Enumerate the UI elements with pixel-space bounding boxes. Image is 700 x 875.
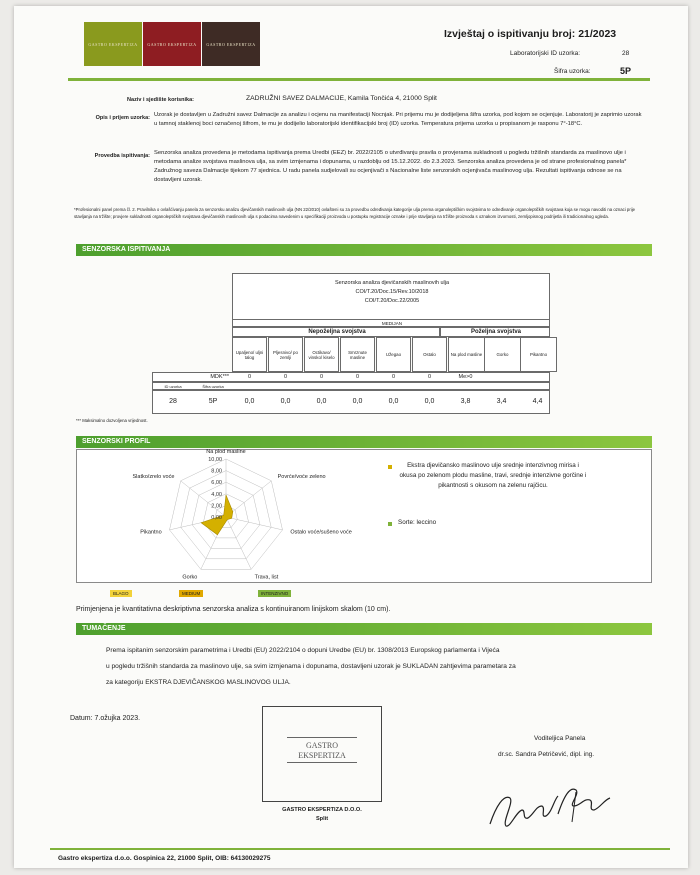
tag-blago: BLAGO [110, 590, 132, 597]
radar-category-label: Povrće/voće zeleno [277, 473, 326, 480]
column-header-label: Pikantno [529, 352, 548, 358]
interp-line-1: Prema ispitanim senzorskim parametrima i Uredbi (EU) 2022/2104 o dopuni Uredbe (EU) br. 1308/2013 Europskog parlamenta i Vijeća [106, 647, 500, 654]
mdk-label: MDK*** [210, 373, 229, 380]
radar-category-label: Pikantno [140, 529, 162, 536]
interp-line-3: za kategoriju EKSTRA DJEVIČANSKOG MASLINOVOG ULJA. [106, 679, 291, 686]
variety-swatch [388, 522, 392, 526]
table-value: 3,8 [460, 398, 471, 405]
radar-category-label: Na plod masline [206, 449, 246, 455]
section-sensory: SENZORSKA ISPITIVANJA [76, 244, 652, 256]
testing-label: Provedba ispitivanja: [94, 153, 150, 159]
table-title-3: COI/T.20/Doc.22/2005 [364, 297, 420, 304]
panel-footnote: *Profesionalni panel prema čl. 2. Pravilnika o ovlašćivanju panela za senzorsku analizu djevičanskih maslinovih ulja (NN 22/2010) ovlašteni su za provedbu određivanja kategorije ulja prema organoleptičkim svojstvima te određivanje organoleptičkih svojstava koja se mogu navoditi na oznaci prije stavljanja na tržište; provjere sukladnosti organoleptičkih svojstava djevičanskih maslinovih ulja s podacima navedenim u specifikaciji proizvoda u postupku registracije oznake i prije stavljanja na tržište proizvoda s oznakom izvornosti, zemljopisnog podrijetla ili tradicionalnog ugleda. [74, 207, 636, 219]
table-value: 3,4 [496, 398, 507, 405]
code-value: 5P [208, 398, 218, 405]
interp-line-2: u pogledu tržišnih standarda za maslinovo ulje, sa svim izmjenama i dopunama, dostavljeni uzorak je SUKLADAN zahtjevima parametara za [106, 663, 516, 670]
code-label: Šifra uzorka [202, 383, 224, 389]
logo-red: GASTRO EKSPERTIZA [143, 22, 201, 66]
logo-brown: GASTRO EKSPERTIZA [202, 22, 260, 66]
stamp-name: GASTRO EKSPERTIZA D.O.O. [282, 807, 362, 813]
tag-medium: MEDIUM [179, 590, 203, 597]
legend-swatch [388, 465, 392, 469]
footer-rule [50, 848, 670, 850]
radar-tick-label: 2,00 [211, 503, 222, 510]
radar-tick-label: 4,00 [211, 491, 222, 498]
table-title-1: Senzorska analiza djevičanskih maslinovih ulja [334, 279, 450, 286]
id-row [152, 382, 550, 390]
mdk-value: 0 [355, 374, 360, 380]
column-header-7 [484, 337, 521, 372]
stamp-logo: GASTRO EKSPERTIZA [287, 737, 357, 763]
signer-title: Voditeljica Panela [534, 735, 586, 742]
column-header-label: Gorko [496, 352, 509, 358]
company-stamp [262, 706, 382, 802]
table-value: 0,0 [280, 398, 291, 405]
column-header-0 [232, 337, 267, 372]
footer-text: Gastro ekspertiza d.o.o. Gospinica 22, 21000 Split, OIB: 64130029275 [58, 855, 271, 862]
mdk-value: 0 [319, 374, 324, 380]
mdk-value: 0 [247, 374, 252, 380]
column-header-4 [376, 337, 411, 372]
column-header-3 [340, 337, 375, 372]
header-rule [68, 78, 650, 81]
section-interp: TUMAČENJE [76, 623, 652, 635]
id-value: 28 [169, 398, 177, 405]
reception-label: Opis i prijem uzorka: [95, 115, 150, 121]
report-page [14, 6, 688, 868]
lab-id-value: 28 [622, 50, 630, 57]
legend-text: Ekstra djevičansko maslinovo ulje srednje intenzivnog mirisa i okusa po zelenom plodu masline, travi, srednje intenzivne gorčine i pikantnosti s okusom na zelenu rajčicu. [399, 462, 587, 489]
table-value: 0,0 [316, 398, 327, 405]
radar-tick-label: 8,00 [211, 468, 222, 475]
lab-id-label: Laboratorijski ID uzorka: [510, 50, 581, 57]
table-value: 0,0 [352, 398, 363, 405]
column-header-label: Octikavo/ vinsko/ kiselo [308, 349, 335, 360]
mdk-value: 0 [391, 374, 396, 380]
column-header-8 [520, 337, 557, 372]
handwritten-signature [476, 776, 626, 836]
reception-text: Uzorak je dostavljen u Zadružni savez Dalmacije za analizu i ocjenu na manifestaciji Nocnjak. Pri prijemu mu je dodijeljena šifra uzorka, pod kojom se ocjenjuje. Laboratorij je zaprimio uzorak u tamnoj staklenoj boci označenoj šifrom, te mu je dodijelio laboratorijski identifikacijski broj (ID) uzorka. Temperatura prijema uzorka u propisanom je rasponu 7°-18°C. [154, 112, 642, 127]
report-title: Izvještaj o ispitivanju broj: 21/2023 [444, 28, 617, 40]
radar-category-label: Gorko [182, 574, 198, 581]
sample-code-label: Šifra uzorka: [554, 68, 591, 75]
radar-axis [226, 517, 251, 569]
column-header-label: Smrznute masline [348, 349, 367, 360]
client-label: Naziv i sjedište korisnika: [127, 97, 194, 103]
column-header-6 [448, 337, 485, 372]
radar-category-label: Slatko/zrelo voće [132, 473, 175, 480]
table-value: 0,0 [424, 398, 435, 405]
mdk-value: 0 [427, 374, 432, 380]
column-header-label: Upaljeno/ uljni talog [235, 349, 264, 360]
median-label: MEDIJAN [381, 320, 403, 326]
neg-group-header [232, 327, 440, 337]
id-label: ID uzorka [164, 383, 182, 389]
sample-code-value: 5P [620, 66, 632, 76]
table-value: 0,0 [388, 398, 399, 405]
stamp-city: Split [315, 816, 329, 822]
radar-category-label: Ostalo voće/sušeno voće [290, 529, 352, 536]
radar-category-label: Trava, list [254, 574, 279, 581]
pos-group-header [440, 327, 550, 337]
table-title-box [232, 273, 550, 323]
testing-text: Senzorska analiza provedena je metodama ispitivanja prema Uredbi (EEZ) br. 2022/2105 o utvrđivanju pravila o provjerama sukladnosti u pogledu tržišnih standarda za maslinovo ulje i metodama analize svojstava maslinova ulja, sa svim izmjenama i dopunama, u razdoblju od 15.12.2022. do 2.3.2023. Senzorska analiza provedena je od strane profesionalnog panela* Zadružnog saveza Dalmacije tijekom 77 sjednica. U radu panela sudjelovali su ocjenjivači s Nacionalne liste senzorskih ocjenjivača maslinovog ulja. Rezultati ispitivanja odnose se na dostavljeni uzorak. [154, 150, 627, 183]
client-value: ZADRUŽNI SAVEZ DALMACIJE, Kamila Tončića 4, 21000 Split [246, 95, 437, 102]
column-header-1 [268, 337, 303, 372]
column-header-5 [412, 337, 447, 372]
column-header-label: Ostalo [423, 352, 436, 358]
method-note: Primjenjena je kvantitativna deskriptivna senzorska analiza s kontinuiranom linijskom skalom (10 cm). [76, 606, 391, 613]
radar-tick-label: 0,00 [211, 515, 222, 521]
table-title-2: COI/T.20/Doc.15/Rev.10/2018 [355, 288, 429, 295]
logo-strip [84, 22, 260, 66]
logo-green: GASTRO EKSPERTIZA [84, 22, 142, 66]
radar-tick-label: 10,00 [208, 457, 222, 463]
column-header-label: Pljesnivo/ po zemlji [273, 349, 298, 360]
column-header-label: Užegao [385, 352, 402, 358]
mdk-value: 0 [283, 374, 288, 380]
mdk-value: Me>0 [458, 374, 473, 380]
tag-intenzivno: INTENZIVNO [258, 590, 291, 597]
radar-tick-label: 6,00 [211, 480, 222, 487]
column-header-2 [304, 337, 339, 372]
median-row [232, 319, 550, 327]
mdk-note: *** Maksimalno dozvoljena vrijednost. [76, 418, 148, 423]
report-date: Datum: 7.ožujka 2023. [70, 715, 141, 722]
neg-group-label: Nepoželjna svojstva [308, 328, 366, 335]
table-value: 4,4 [532, 398, 543, 405]
signer-name: dr.sc. Sandra Petričević, dipl. ing. [498, 751, 595, 758]
table-value: 0,0 [244, 398, 255, 405]
column-header-label: Na plod masline [450, 352, 483, 358]
section-profile: SENZORSKI PROFIL [76, 436, 652, 448]
pos-group-label: Poželjna svojstva [470, 328, 522, 335]
variety-text: Sorte: leccino [398, 519, 437, 526]
